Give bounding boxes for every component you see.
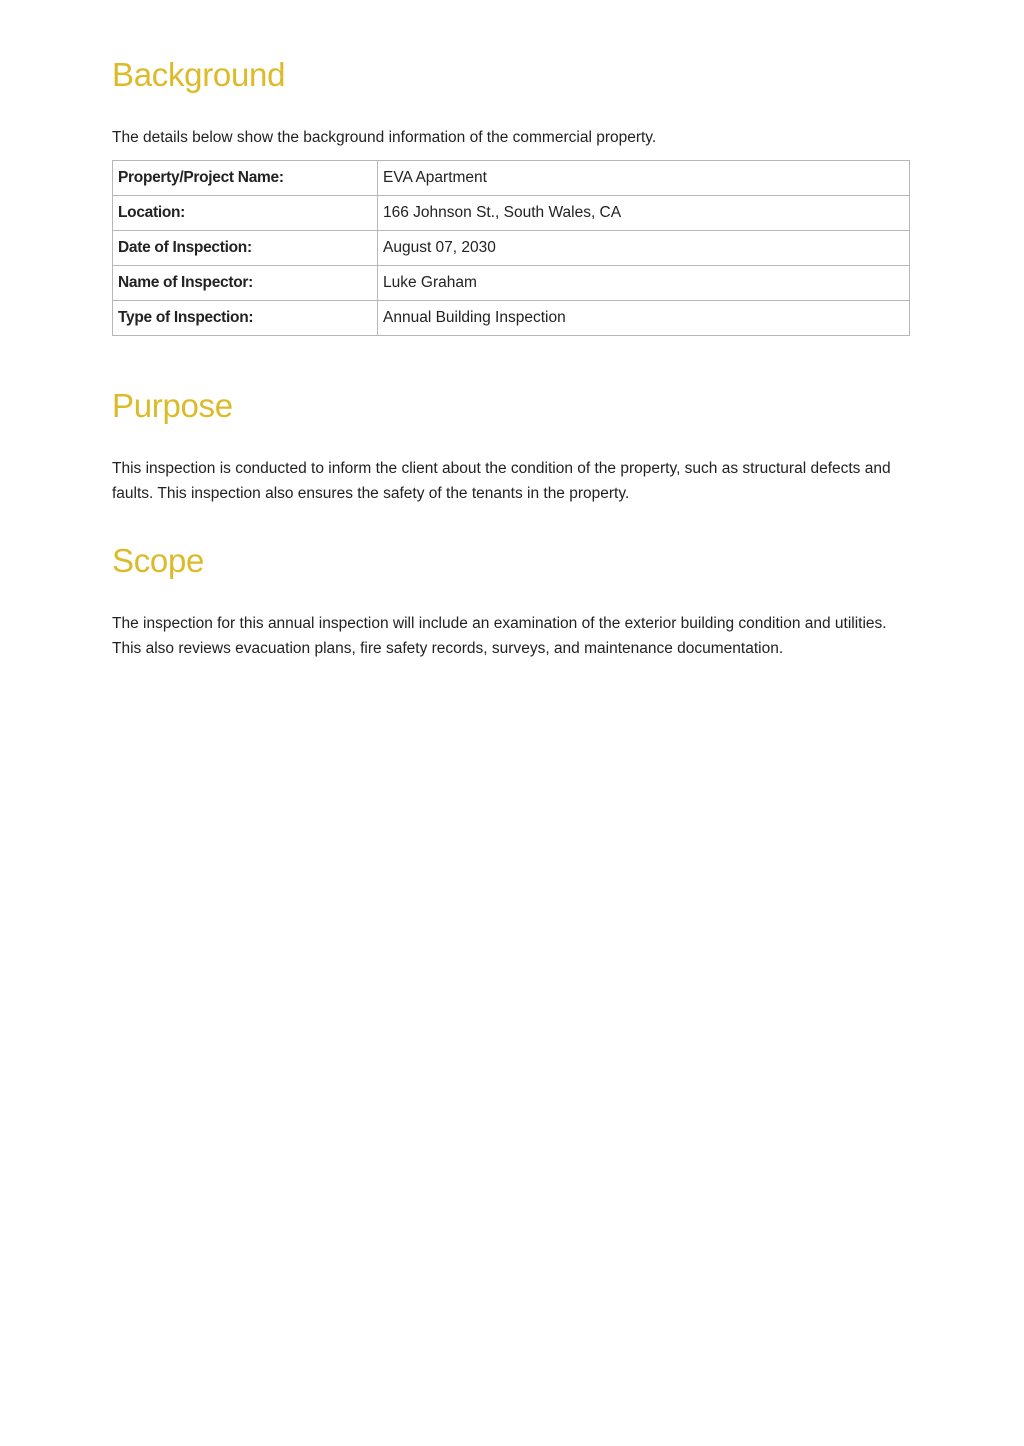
table-row bbox=[113, 231, 910, 266]
scope-heading: Scope bbox=[112, 542, 205, 579]
background-intro: The details below show the background information of the commercial property. bbox=[112, 129, 657, 146]
row-value: Annual Building Inspection bbox=[378, 301, 910, 336]
table-row bbox=[113, 301, 910, 336]
row-value: 166 Johnson St., South Wales, CA bbox=[378, 196, 910, 231]
table-row bbox=[113, 266, 910, 301]
row-label: Property/Project Name: bbox=[113, 161, 378, 196]
row-label: Location: bbox=[113, 196, 378, 231]
purpose-text: This inspection is conducted to inform the client about the condition of the property, such as structural defects and faults. This inspection also ensures the safety of the tenants in the property. bbox=[112, 460, 891, 502]
background-heading: Background bbox=[112, 56, 286, 93]
row-label: Name of Inspector: bbox=[113, 266, 378, 301]
row-value: August 07, 2030 bbox=[378, 231, 910, 266]
row-value: EVA Apartment bbox=[378, 161, 910, 196]
row-label: Date of Inspection: bbox=[113, 231, 378, 266]
row-label: Type of Inspection: bbox=[113, 301, 378, 336]
table-row bbox=[113, 196, 910, 231]
row-value: Luke Graham bbox=[378, 266, 910, 301]
purpose-heading: Purpose bbox=[112, 387, 233, 424]
background-info-table bbox=[112, 160, 910, 336]
table-row bbox=[113, 161, 910, 196]
scope-text: The inspection for this annual inspection will include an examination of the exterior building condition and utilities. This also reviews evacuation plans, fire safety records, surveys, and maintenance documentation. bbox=[112, 615, 887, 657]
